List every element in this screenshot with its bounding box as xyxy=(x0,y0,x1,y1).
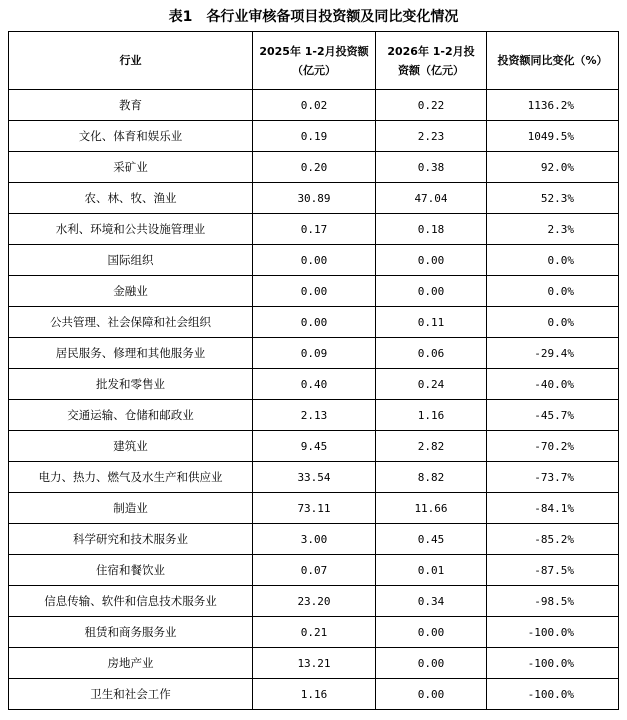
cell-investment-2026: 0.45 xyxy=(376,524,487,555)
cell-investment-2025: 73.11 xyxy=(253,493,376,524)
cell-investment-2025: 0.07 xyxy=(253,555,376,586)
cell-industry: 文化、体育和娱乐业 xyxy=(9,121,253,152)
table-row xyxy=(9,307,619,338)
table-header-row xyxy=(9,32,619,90)
cell-investment-2026: 0.00 xyxy=(376,648,487,679)
table-row xyxy=(9,555,619,586)
cell-yoy-change: -87.5% xyxy=(487,555,619,586)
cell-industry: 教育 xyxy=(9,90,253,121)
cell-investment-2025: 0.00 xyxy=(253,245,376,276)
cell-investment-2025: 1.16 xyxy=(253,679,376,710)
cell-investment-2025: 23.20 xyxy=(253,586,376,617)
cell-investment-2026: 0.22 xyxy=(376,90,487,121)
cell-yoy-change: 0.0% xyxy=(487,245,619,276)
cell-industry: 科学研究和技术服务业 xyxy=(9,524,253,555)
cell-industry: 信息传输、软件和信息技术服务业 xyxy=(9,586,253,617)
cell-industry: 卫生和社会工作 xyxy=(9,679,253,710)
cell-investment-2025: 0.21 xyxy=(253,617,376,648)
cell-investment-2025: 0.09 xyxy=(253,338,376,369)
cell-industry: 租赁和商务服务业 xyxy=(9,617,253,648)
cell-yoy-change: 0.0% xyxy=(487,307,619,338)
cell-yoy-change: 2.3% xyxy=(487,214,619,245)
cell-yoy-change: -85.2% xyxy=(487,524,619,555)
table-row xyxy=(9,431,619,462)
cell-investment-2026: 0.00 xyxy=(376,617,487,648)
cell-investment-2025: 0.00 xyxy=(253,276,376,307)
cell-investment-2025: 0.17 xyxy=(253,214,376,245)
cell-industry: 建筑业 xyxy=(9,431,253,462)
cell-industry: 居民服务、修理和其他服务业 xyxy=(9,338,253,369)
cell-industry: 交通运输、仓储和邮政业 xyxy=(9,400,253,431)
cell-investment-2026: 47.04 xyxy=(376,183,487,214)
cell-investment-2025: 0.19 xyxy=(253,121,376,152)
cell-yoy-change: -29.4% xyxy=(487,338,619,369)
table-title: 表1 各行业审核备项目投资额及同比变化情况 xyxy=(168,9,459,25)
investment-table xyxy=(8,31,619,710)
cell-investment-2025: 0.02 xyxy=(253,90,376,121)
cell-investment-2025: 3.00 xyxy=(253,524,376,555)
cell-industry: 农、林、牧、渔业 xyxy=(9,183,253,214)
header-yoy-change: 投资额同比变化（%） xyxy=(487,32,619,90)
cell-investment-2025: 33.54 xyxy=(253,462,376,493)
cell-industry: 水利、环境和公共设施管理业 xyxy=(9,214,253,245)
table-row xyxy=(9,338,619,369)
table-row xyxy=(9,152,619,183)
cell-yoy-change: -73.7% xyxy=(487,462,619,493)
cell-industry: 金融业 xyxy=(9,276,253,307)
cell-investment-2025: 2.13 xyxy=(253,400,376,431)
cell-industry: 采矿业 xyxy=(9,152,253,183)
table-row xyxy=(9,121,619,152)
table-row xyxy=(9,214,619,245)
cell-investment-2026: 0.06 xyxy=(376,338,487,369)
table-row xyxy=(9,524,619,555)
cell-investment-2026: 0.00 xyxy=(376,276,487,307)
table-row xyxy=(9,493,619,524)
cell-investment-2026: 0.01 xyxy=(376,555,487,586)
cell-industry: 制造业 xyxy=(9,493,253,524)
cell-investment-2025: 9.45 xyxy=(253,431,376,462)
table-row xyxy=(9,90,619,121)
table-row xyxy=(9,245,619,276)
cell-yoy-change: -98.5% xyxy=(487,586,619,617)
table-row xyxy=(9,369,619,400)
cell-investment-2025: 0.40 xyxy=(253,369,376,400)
cell-investment-2026: 0.00 xyxy=(376,245,487,276)
cell-yoy-change: -84.1% xyxy=(487,493,619,524)
cell-yoy-change: 1136.2% xyxy=(487,90,619,121)
cell-investment-2026: 1.16 xyxy=(376,400,487,431)
cell-investment-2026: 0.34 xyxy=(376,586,487,617)
header-investment-2026: 2026年 1-2月投资额（亿元） xyxy=(376,32,487,90)
cell-investment-2026: 8.82 xyxy=(376,462,487,493)
cell-yoy-change: 1049.5% xyxy=(487,121,619,152)
cell-industry: 批发和零售业 xyxy=(9,369,253,400)
table-row xyxy=(9,183,619,214)
table-row xyxy=(9,586,619,617)
cell-investment-2026: 0.38 xyxy=(376,152,487,183)
table-row xyxy=(9,617,619,648)
table-row xyxy=(9,462,619,493)
cell-investment-2025: 0.00 xyxy=(253,307,376,338)
cell-investment-2026: 0.18 xyxy=(376,214,487,245)
cell-investment-2025: 0.20 xyxy=(253,152,376,183)
cell-industry: 房地产业 xyxy=(9,648,253,679)
table-row xyxy=(9,679,619,710)
cell-yoy-change: 52.3% xyxy=(487,183,619,214)
cell-yoy-change: -70.2% xyxy=(487,431,619,462)
cell-yoy-change: -100.0% xyxy=(487,679,619,710)
cell-yoy-change: -100.0% xyxy=(487,648,619,679)
cell-investment-2026: 11.66 xyxy=(376,493,487,524)
cell-investment-2026: 0.00 xyxy=(376,679,487,710)
table-body xyxy=(9,90,619,710)
cell-investment-2026: 2.23 xyxy=(376,121,487,152)
cell-investment-2026: 2.82 xyxy=(376,431,487,462)
cell-industry: 住宿和餐饮业 xyxy=(9,555,253,586)
cell-industry: 国际组织 xyxy=(9,245,253,276)
table-row xyxy=(9,648,619,679)
header-investment-2025: 2025年 1-2月投资额（亿元） xyxy=(253,32,376,90)
cell-yoy-change: -45.7% xyxy=(487,400,619,431)
cell-yoy-change: -40.0% xyxy=(487,369,619,400)
header-industry: 行业 xyxy=(9,32,253,90)
cell-yoy-change: -100.0% xyxy=(487,617,619,648)
cell-industry: 电力、热力、燃气及水生产和供应业 xyxy=(9,462,253,493)
cell-industry: 公共管理、社会保障和社会组织 xyxy=(9,307,253,338)
cell-yoy-change: 92.0% xyxy=(487,152,619,183)
cell-investment-2025: 30.89 xyxy=(253,183,376,214)
cell-investment-2026: 0.11 xyxy=(376,307,487,338)
cell-investment-2025: 13.21 xyxy=(253,648,376,679)
table-row xyxy=(9,276,619,307)
table-row xyxy=(9,400,619,431)
cell-yoy-change: 0.0% xyxy=(487,276,619,307)
cell-investment-2026: 0.24 xyxy=(376,369,487,400)
